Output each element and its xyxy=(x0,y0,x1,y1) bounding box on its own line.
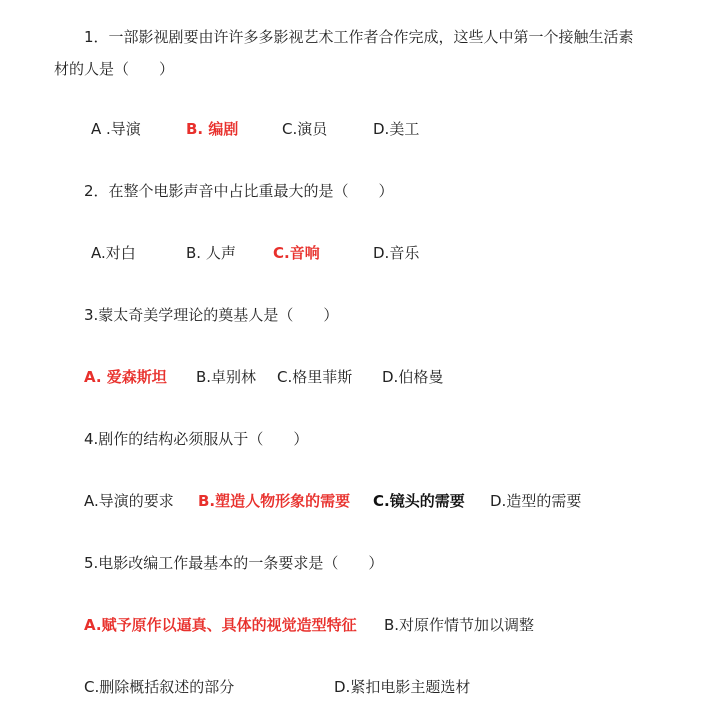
question-4-option-c: C.镜头的需要 xyxy=(373,492,465,510)
question-4-stem: 4.剧作的结构必须服从于（ ） xyxy=(84,430,309,448)
question-3-stem: 3.蒙太奇美学理论的奠基人是（ ） xyxy=(84,306,339,324)
question-2-option-a: A.对白 xyxy=(91,244,136,262)
question-5-option-d: D.紧扣电影主题选材 xyxy=(334,678,471,696)
question-2-option-b: B. 人声 xyxy=(186,244,236,262)
question-1-option-b-correct: B. 编剧 xyxy=(186,120,239,138)
question-5-stem: 5.电影改编工作最基本的一条要求是（ ） xyxy=(84,554,384,572)
question-1-option-c: C.演员 xyxy=(282,120,328,138)
question-2-option-c-correct: C.音响 xyxy=(273,244,320,262)
question-1-stem-line-1: 1．一部影视剧要由许许多多影视艺术工作者合作完成，这些人中第一个接触生活素 xyxy=(84,28,634,46)
question-1-option-d: D.美工 xyxy=(373,120,420,138)
question-1-option-a: A .导演 xyxy=(91,120,141,138)
question-4-option-a: A.导演的要求 xyxy=(84,492,174,510)
question-4-option-d: D.造型的需要 xyxy=(490,492,582,510)
question-2-stem: 2．在整个电影声音中占比重最大的是（ ） xyxy=(84,182,394,200)
question-3-option-b: B.卓别林 xyxy=(196,368,257,386)
question-4-option-b-correct: B.塑造人物形象的需要 xyxy=(198,492,351,510)
question-2-option-d: D.音乐 xyxy=(373,244,420,262)
question-5-option-a-correct: A.赋予原作以逼真、具体的视觉造型特征 xyxy=(84,616,357,634)
question-5-option-c: C.删除概括叙述的部分 xyxy=(84,678,235,696)
question-3-option-a-correct: A. 爱森斯坦 xyxy=(84,368,167,386)
question-3-option-c: C.格里菲斯 xyxy=(277,368,353,386)
question-1-stem-line-2: 材的人是（ ） xyxy=(54,60,175,78)
question-5-option-b: B.对原作情节加以调整 xyxy=(384,616,535,634)
question-3-option-d: D.伯格曼 xyxy=(382,368,444,386)
